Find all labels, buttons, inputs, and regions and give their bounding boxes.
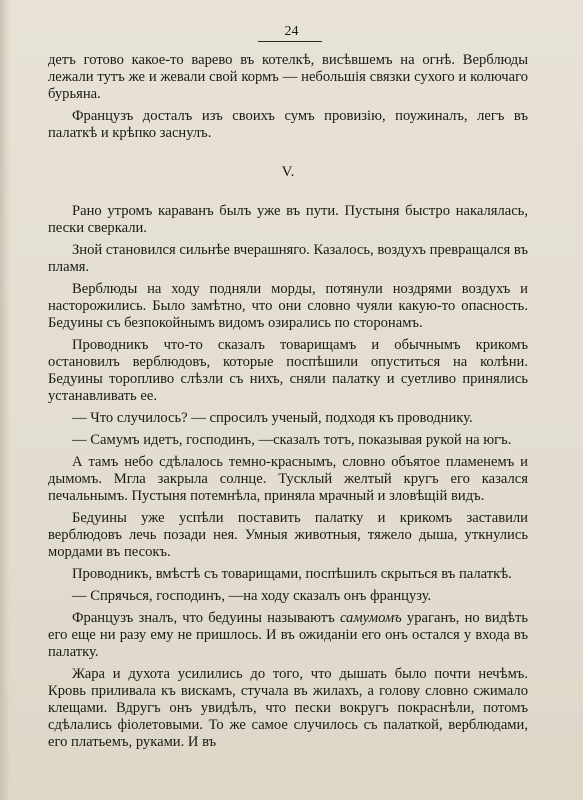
paragraph-text: Французъ зналъ, что бедуины называютъ: [72, 610, 340, 626]
paragraph: Французъ досталъ изъ своихъ сумъ провизiю, поужиналъ, легъ въ палаткѣ и крѣпко заснулъ.: [48, 108, 528, 141]
italic-word: самумомъ: [339, 610, 402, 626]
paragraph: — Что случилось? — спросилъ ученый, подходя къ проводнику.: [72, 410, 473, 426]
paragraph: Зной становился сильнѣе вчерашняго. Казалось, воздухъ превращался въ пламя.: [48, 242, 528, 275]
body-text: [48, 52, 528, 751]
chapter-heading: V.: [281, 164, 295, 180]
paragraph: А тамъ небо сдѣлалось темно-краснымъ, словно объятое пламенемъ и дымомъ. Мгла закрыла солнце. Тусклый желтый кругъ его казался печальнымъ. Пустыня потемнѣла, приняла мрачный и зловѣщiй видъ.: [48, 454, 528, 504]
paragraph: — Самумъ идетъ, господинъ, —сказалъ тотъ, показывая рукой на югъ.: [72, 432, 512, 448]
paragraph: Верблюды на ходу подняли морды, потянули ноздрями воздухъ и насторожились. Было замѣтно, что они словно чуяли какую-то опасность. Бедуины съ безпокойнымъ видомъ озирались по сторонамъ.: [48, 281, 528, 331]
paragraph: Жара и духота усилились до того, что дышать было почти нечѣмъ. Кровь приливала къ вискамъ, стучала въ жилахъ, а голову словно сжимало клещами. Вдругъ онъ увидѣлъ, что пески вокругъ покраснѣли, потомъ сдѣлались фiолетовыми. То же самое случилось съ палаткой, верблюдами, его платьемъ, руками. И въ: [48, 666, 528, 750]
paragraph-continued: детъ готово какое-то варево въ котелкѣ, висѣвшемъ на огнѣ. Верблюды лежали тутъ же и жевали свой кормъ — небольшiя связки сухого и колючаго бурьяна.: [48, 52, 528, 102]
paragraph: Бедуины уже успѣли поставить палатку и крикомъ заставили верблюдовъ лечь позади нея. Умныя животныя, тяжело дыша, уткнулись мордами въ песокъ.: [48, 510, 528, 560]
paragraph: Проводникъ что-то сказалъ товарищамъ и обычнымъ крикомъ остановилъ верблюдовъ, которые поспѣшили опуститься на колѣни. Бедуины торопливо слѣзли съ нихъ, сняли палатку и суетливо принялись устанавливать ее.: [48, 337, 528, 404]
paragraph: Проводникъ, вмѣстѣ съ товарищами, поспѣшилъ скрыться въ палаткѣ.: [72, 566, 512, 582]
paragraph: Рано утромъ караванъ былъ уже въ пути. Пустыня быстро накалялась, пески сверкали.: [48, 203, 528, 236]
paragraph-simoom: [48, 610, 528, 661]
page-edge-shadow: [0, 0, 10, 800]
page-number: 24: [284, 24, 299, 39]
page-number-rule: [258, 41, 322, 42]
paragraph-text: ураганъ, но видѣть его еще ни разу ему не пришлось. И въ ожиданiи его онъ остался у входа въ палатку.: [48, 610, 528, 660]
paragraph: — Спрячься, господинъ, —на ходу сказалъ онъ французу.: [72, 588, 432, 604]
